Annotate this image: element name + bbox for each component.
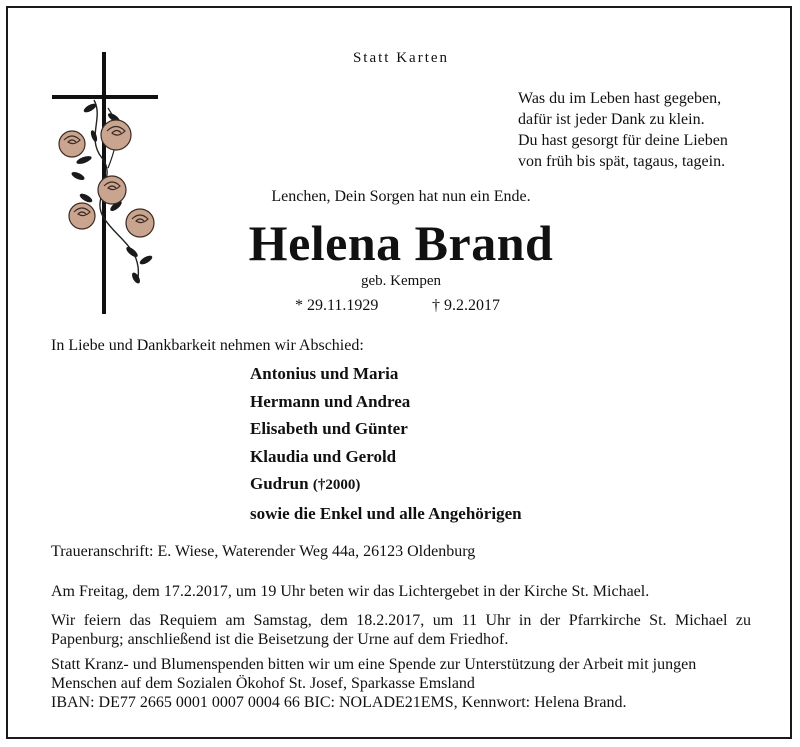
poem-line: dafür ist jeder Dank zu klein. xyxy=(518,111,705,128)
farewell-intro: In Liebe und Dankbarkeit nehmen wir Abschied: xyxy=(51,337,364,354)
poem-line: Du hast gesorgt für deine Lieben xyxy=(518,132,728,149)
mourner-entry: Klaudia und Gerold xyxy=(250,446,397,466)
mourners-list xyxy=(250,360,522,527)
poem-line: von früh bis spät, tagaus, tagein. xyxy=(518,153,726,170)
header-note: Statt Karten xyxy=(352,50,450,66)
motto: Lenchen, Dein Sorgen hat nun ein Ende. xyxy=(271,188,531,205)
prayer-info: Am Freitag, dem 17.2.2017, um 19 Uhr beten wir das Lichtergebet in der Kirche St. Michael. xyxy=(51,583,650,600)
poem xyxy=(518,88,728,172)
requiem-info: Wir feiern das Requiem am Samstag, dem 18.2.2017, um 11 Uhr in der Pfarrkirche St. Michael zu Papenburg; anschließend ist die Beisetzung der Urne auf dem Friedhof. xyxy=(51,612,751,648)
mourners-closing: sowie die Enkel und alle Angehörigen xyxy=(250,503,522,523)
death-date: † 9.2.2017 xyxy=(432,297,500,314)
poem-line: Was du im Leben hast gegeben, xyxy=(518,90,722,107)
donation-line: Menschen auf dem Sozialen Ökohof St. Josef, Sparkasse Emsland xyxy=(51,675,475,692)
birth-date: * 29.11.1929 xyxy=(295,297,379,314)
donation-info xyxy=(51,655,751,712)
obituary-frame xyxy=(6,6,792,739)
mourner-entry: Hermann und Andrea xyxy=(250,391,411,411)
birth-name: geb. Kempen xyxy=(361,273,441,289)
donation-line: IBAN: DE77 2665 0001 0007 0004 66 BIC: NOLADE21EMS, Kennwort: Helena Brand. xyxy=(51,694,627,711)
mourner-entry: Antonius und Maria xyxy=(250,364,399,383)
mourner-entry: Elisabeth und Günter xyxy=(250,419,408,438)
deceased-name: Helena Brand xyxy=(248,215,554,271)
mourner-death-note: (†2000) xyxy=(312,477,361,493)
mourner-name: Gudrun xyxy=(250,474,309,493)
mourner-entry xyxy=(250,470,522,500)
mourning-address: Traueranschrift: E. Wiese, Waterender Weg 44a, 26123 Oldenburg xyxy=(51,543,476,560)
donation-line: Statt Kranz- und Blumenspenden bitten wir um eine Spende zur Unterstützung der Arbeit mit jungen xyxy=(51,656,697,673)
